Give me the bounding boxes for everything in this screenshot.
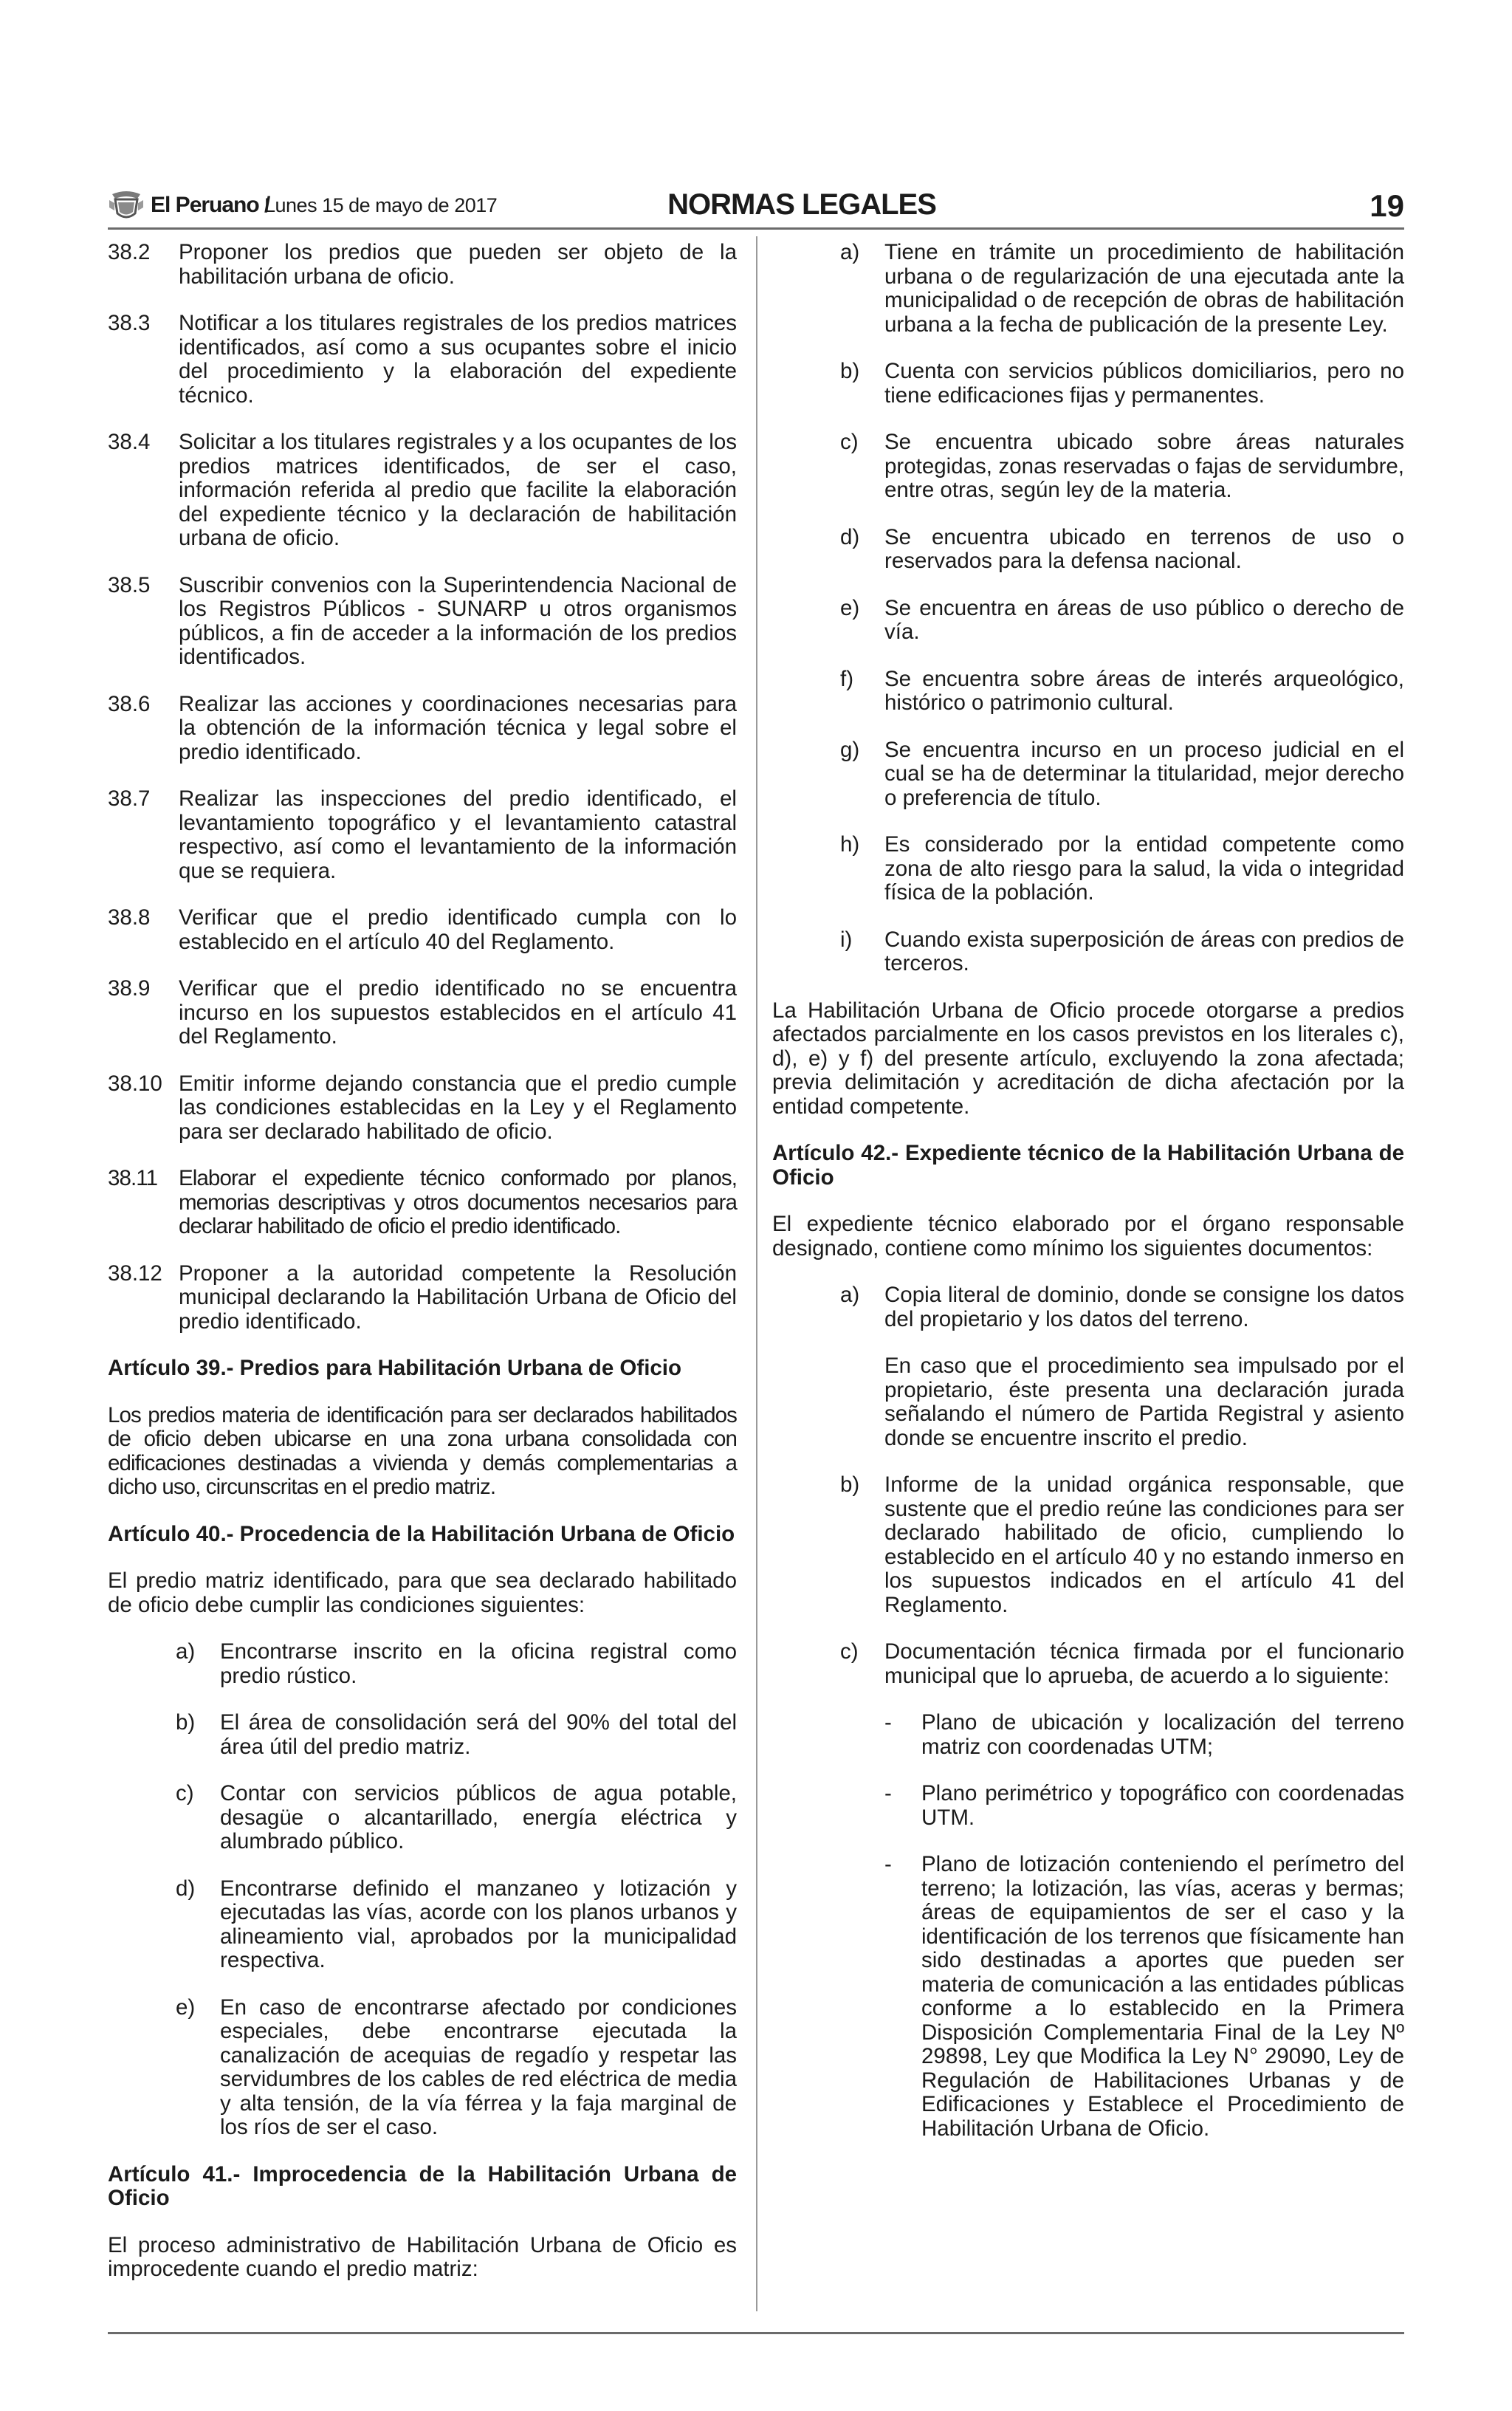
list-item-38-10 [108,1072,737,1145]
list-item-c [840,1640,1404,1688]
item-text: En caso de encontrarse afectado por condiciones especiales, debe encontrarse ejecutada la canalización de acequias de regadío y respetar las servidumbres de los cables de red eléctrica de media y alta tensión, de la vía férrea y la faja marginal de los ríos de ser el caso. [220,1995,737,2139]
list-item-f [840,668,1404,716]
item-letter: b) [840,359,860,383]
list-item-b [840,1473,1404,1617]
item-number: 38.2 [108,240,151,264]
item-letter: d) [840,524,860,549]
item-text: Se encuentra incurso en un proceso judicial en el cual se ha de determinar la titularidad, mejor derecho o preferencia de título. [884,737,1404,810]
list-item-38-6 [108,693,737,765]
item-text: Plano de lotización conteniendo el perímetro del terreno; la lotización, las vías, aceras y bermas; áreas de equipamientos de ser el caso y la identificación de los terrenos que físicamente han sido destinadas a aportes que pueden ser materia de comunicación a las entidades públicas conforme a lo establecido en la Primera Disposición Complementaria Final de la Ley Nº 29898, Ley que Modifica la Ley N° 29090, Ley de Regulación de Habilitaciones Urbanas y de Edificaciones y Establece el Procedimiento de Habilitación Urbana de Oficio. [921,1852,1404,2141]
dash-bullet: - [884,1781,892,1805]
article-41-cases [772,241,1404,976]
item-text: Plano de ubicación y localización del terreno matriz con coordenadas UTM; [921,1710,1404,1759]
item-number: 38.7 [108,786,151,811]
item-letter: a) [840,1283,860,1307]
item-text: Se encuentra ubicado en terrenos de uso o reservados para la defensa nacional. [884,524,1404,573]
item-text: Elaborar el expediente técnico conformado por planos, memorias descriptivas y otros documentos necesarios para declarar habilitado de oficio el predio identificado. [179,1166,737,1238]
item-letter: f) [840,666,854,691]
header-rule [108,227,1404,230]
list-item-38-7 [108,787,737,883]
item-number: 38.6 [108,691,151,716]
list-item-d [840,526,1404,574]
item-number: 38.3 [108,311,151,335]
item-letter: h) [840,832,860,857]
item-number: 38.5 [108,572,151,597]
list-item-e [176,1996,737,2140]
dash-item [884,1782,1404,1830]
item-text: Se encuentra ubicado sobre áreas naturales protegidas, zonas reservadas o fajas de servidumbre, entre otras, según ley de la materia. [884,430,1404,502]
item-number: 38.12 [108,1261,162,1286]
article-39-title: Artículo 39.- Predios para Habilitación Urbana de Oficio [108,1356,682,1380]
item-text: Encontrarse inscrito en la oficina registral como predio rústico. [220,1639,737,1688]
item-letter: b) [176,1710,196,1735]
item-letter: e) [176,1995,196,2020]
item-text: Notificar a los titulares registrales de los predios matrices identificados, así como a sus ocupantes sobre el inicio del procedimiento y la elaboración del expediente técnico. [179,311,737,408]
list-item-b [840,360,1404,408]
article-40-conditions [108,1640,737,2140]
item-number: 38.11 [108,1166,158,1190]
list-item-38-12 [108,1262,737,1334]
item-number: 38.8 [108,905,151,930]
page-header [108,188,1404,225]
item-text: Tiene en trámite un procedimiento de habilitación urbana o de regularización de una ejecutada ante la municipalidad o de recepción de obras de habilitación urbana a la fecha de publicación de la presente Ley. [884,240,1404,337]
item-letter: a) [840,240,860,264]
item-letter: d) [176,1876,196,1901]
list-item-b [176,1711,737,1759]
article-41-note: La Habilitación Urbana de Oficio procede otorgarse a predios afectados parcialmente en los casos previstos en los literales c), d), e) y f) del presente artículo, excluyendo la zona afectada; previa delimitación y acreditación de dicha afectación por la entidad competente. [772,998,1404,1119]
publication-date: Lunes 15 de mayo de 2017 [264,194,498,216]
item-text: Proponer los predios que pueden ser objeto de la habilitación urbana de oficio. [179,240,737,289]
item-text: Suscribir convenios con la Superintendencia Nacional de los Registros Públicos - SUNARP u otros organismos públicos, a fin de acceder a la información de los predios identificados. [179,572,737,669]
item-text: El área de consolidación será del 90% del total del área útil del predio matriz. [220,1710,737,1759]
item-text: Es considerado por la entidad competente como zona de alto riesgo para la salud, la vida o integridad física de la población. [884,832,1404,905]
column-divider [756,236,757,2311]
item-text: Realizar las acciones y coordinaciones necesarias para la obtención de la información técnica y legal sobre el predio identificado. [179,691,737,764]
list-item-38-11 [108,1167,737,1239]
article-42-intro: El expediente técnico elaborado por el órgano responsable designado, contiene como mínimo los siguientes documentos: [772,1212,1404,1261]
list-item-g [840,738,1404,811]
item-text: Plano perimétrico y topográfico con coordenadas UTM. [921,1781,1404,1830]
newspaper-name: El Peruano / [151,193,270,217]
item-text: Cuenta con servicios públicos domiciliarios, pero no tiene edificaciones fijas y permanentes. [884,359,1404,408]
article-42-title: Artículo 42.- Expediente técnico de la Habilitación Urbana de Oficio [772,1141,1404,1190]
item-text: Se encuentra en áreas de uso público o derecho de vía. [884,595,1404,644]
list-item-38-8 [108,906,737,954]
item-text: Documentación técnica firmada por el funcionario municipal que lo aprueba, de acuerdo a lo siguiente: [884,1639,1404,1688]
footer-rule [108,2332,1404,2334]
item-number: 38.10 [108,1071,162,1096]
item-letter: e) [840,595,860,620]
item-letter: c) [840,1639,859,1664]
list-item-38-3 [108,312,737,408]
list-item-d [176,1877,737,1973]
item-text: Verificar que el predio identificado no se encuentra incurso en los supuestos establecidos en el artículo 41 del Reglamento. [179,976,737,1049]
article-39-body: Los predios materia de identificación para ser declarados habilitados de oficio deben ubicarse en una zona urbana consolidada con edificaciones destinadas a vivienda y demás complementarias a dicho uso, circunscritas en el predio matriz. [108,1402,737,1499]
article-40-intro: El predio matriz identificado, para que sea declarado habilitado de oficio debe cumplir las condiciones siguientes: [108,1568,737,1617]
list-item-38-9 [108,977,737,1049]
list-item-i [840,928,1404,976]
item-letter: c) [176,1781,194,1805]
item-text: Informe de la unidad orgánica responsable, que sustente que el predio reúne las condiciones para ser declarado habilitado de oficio, cumpliendo lo establecido en el artículo 40 y no estando inmerso en los supuestos indicados en el artículo 41 del Reglamento. [884,1472,1404,1617]
article-42-documents [772,1283,1404,2141]
list-item-a [176,1640,737,1688]
item-number: 38.4 [108,430,151,454]
item-letter: c) [840,430,859,454]
item-text: Contar con servicios públicos de agua potable, desagüe o alcantarillado, energía eléctrica y alumbrado público. [220,1781,737,1853]
item-text: Proponer a la autoridad competente la Resolución municipal declarando la Habilitación Urbana de Oficio del predio identificado. [179,1261,737,1334]
coat-of-arms-logo-icon [108,190,145,222]
article-41-title: Artículo 41.- Improcedencia de la Habilitación Urbana de Oficio [108,2161,737,2210]
dash-item [884,1711,1404,1759]
right-column [772,241,1404,2141]
item-letter: i) [840,927,853,952]
list-item-a [840,1283,1404,1331]
item-text: Solicitar a los titulares registrales y a los ocupantes de los predios matrices identificados, de ser el caso, información referida al predio que facilite la elaboración del expediente técnico y la declaración de habilitación urbana de oficio. [179,430,737,550]
section-title: NORMAS LEGALES [667,188,936,221]
item-text: Realizar las inspecciones del predio identificado, el levantamiento topográfico y el levantamiento catastral respectivo, así como el levantamiento de la información que se requiera. [179,786,737,883]
item-c-sublist [840,1711,1404,2141]
article-41-intro: El proceso administrativo de Habilitación Urbana de Oficio es improcedente cuando el predio matriz: [108,2232,737,2281]
item-text: Cuando exista superposición de áreas con predios de terceros. [884,927,1404,975]
list-item-38-4 [108,431,737,551]
item-letter: a) [176,1639,196,1664]
list-item-c [840,431,1404,503]
item-a-extra-paragraph: En caso que el procedimiento sea impulsado por el propietario, éste presenta una declaración jurada señalando el número de Partida Registral y asiento donde se encuentre inscrito el predio. [884,1354,1404,1450]
left-column [108,241,737,2282]
dash-item [884,1853,1404,2141]
item-text: Se encuentra sobre áreas de interés arqueológico, histórico o patrimonio cultural. [884,666,1404,715]
list-item-c [176,1782,737,1854]
dash-bullet: - [884,1852,892,1876]
dash-bullet: - [884,1710,892,1735]
list-item-e [840,597,1404,645]
list-item-h [840,833,1404,905]
list-item-38-5 [108,574,737,670]
list-item-38-2 [108,241,737,289]
item-text: Encontrarse definido el manzaneo y lotización y ejecutadas las vías, acorde con los planos urbanos y alineamiento vial, aprobados por la municipalidad respectiva. [220,1876,737,1972]
article-40-title: Artículo 40.- Procedencia de la Habilitación Urbana de Oficio [108,1521,735,1546]
item-text: Copia literal de dominio, donde se consigne los datos del propietario y los datos del terreno. [884,1283,1404,1331]
item-letter: b) [840,1472,860,1497]
item-text: Emitir informe dejando constancia que el predio cumple las condiciones establecidas en la Ley y el Reglamento para ser declarado habilitado de oficio. [179,1071,737,1144]
list-item-a [840,241,1404,337]
item-letter: g) [840,737,860,762]
item-number: 38.9 [108,976,151,1001]
item-text: Verificar que el predio identificado cumpla con lo establecido en el artículo 40 del Reglamento. [179,905,737,954]
page-number: 19 [1370,188,1404,223]
